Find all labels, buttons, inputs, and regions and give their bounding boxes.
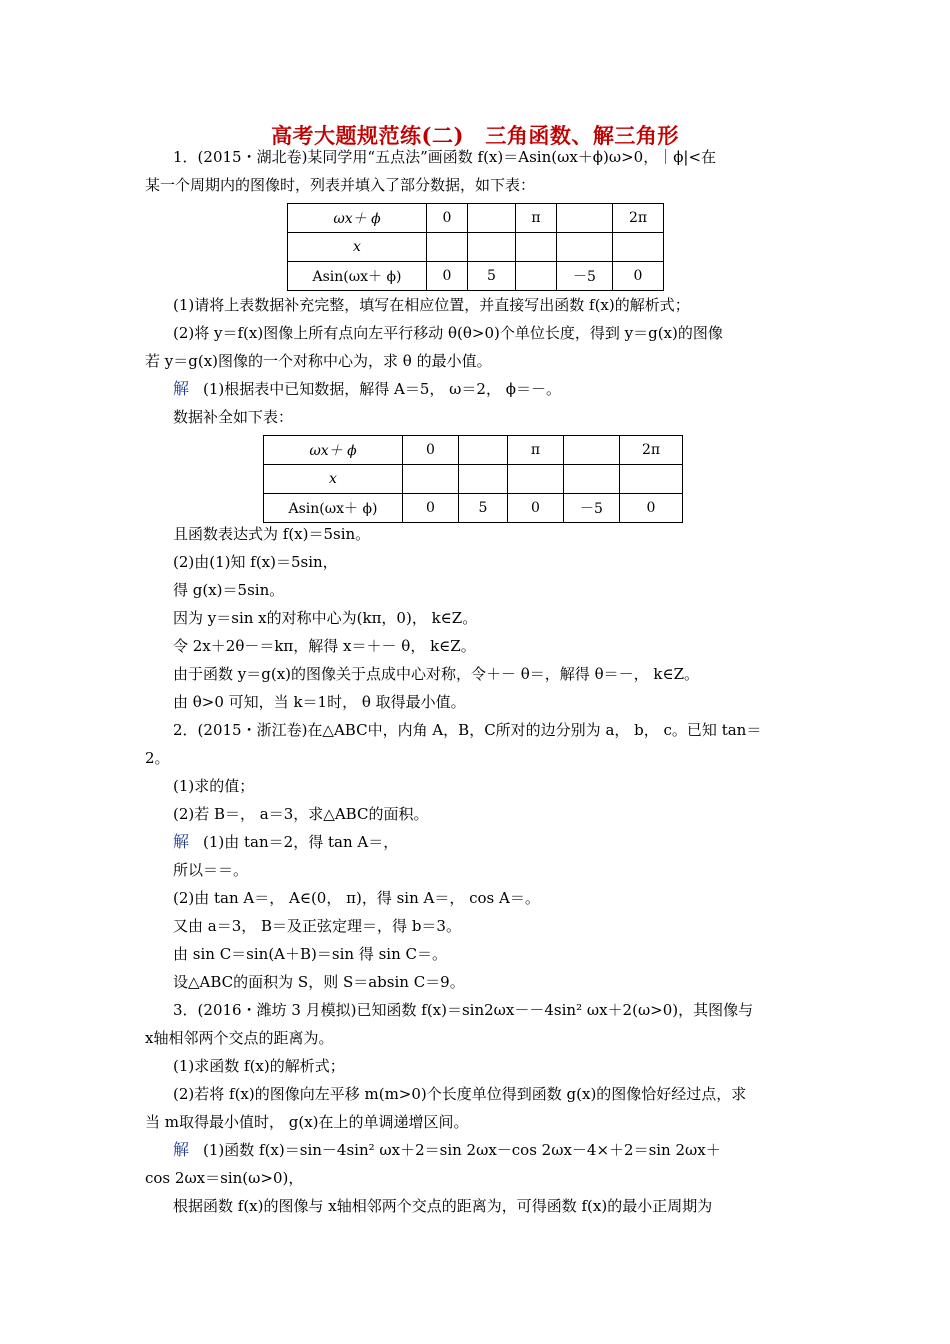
q2-solution-line: 由 sin C＝sin(A＋B)＝sin 得 sin C＝。 [173, 945, 447, 963]
table-cell [564, 436, 620, 465]
q1-solution-line: 由 θ>0 可知，当 k＝1时， θ 取得最小值。 [173, 693, 466, 711]
q3-stem-line2: x轴相邻两个交点的距离为。 [145, 1029, 334, 1047]
table-cell: 2π [613, 204, 664, 233]
q3-part2-line1: (2)若将 f(x)的图像向左平移 m(m>0)个长度单位得到函数 g(x)的图像恰好经过点，求 [173, 1085, 747, 1103]
q2-solution-line: 又由 a＝3， B＝及正弦定理＝，得 b＝3。 [173, 917, 461, 935]
q2-solution-line: 所以＝＝。 [173, 861, 249, 879]
table-cell: Asin(ωx＋ ϕ) [288, 262, 427, 291]
table-cell: 0 [427, 204, 468, 233]
table-cell [468, 204, 516, 233]
q1-stem-line2: 某一个周期内的图像时，列表并填入了部分数据，如下表： [145, 176, 536, 194]
q1-solution-line: 由于函数 y＝g(x)的图像关于点成中心对称，令＋－ θ＝，解得 θ＝－， k∈Z。 [173, 665, 699, 683]
q3-solution-line: 根据函数 f(x)的图像与 x轴相邻两个交点的距离为，可得函数 f(x)的最小正周期为 [173, 1197, 713, 1215]
table-cell: ωx＋ ϕ [264, 436, 403, 465]
solution-label: 解 [173, 832, 190, 851]
table-cell: 5 [459, 494, 508, 523]
table-cell [613, 233, 664, 262]
table-cell: －5 [557, 262, 613, 291]
table-cell: π [508, 436, 564, 465]
q1-part1: (1)请将上表数据补充完整，填写在相应位置，并直接写出函数 f(x)的解析式； [173, 296, 690, 314]
solution-text: (1)根据表中已知数据，解得 A＝5， ω＝2， ϕ＝－。 [203, 380, 561, 398]
table-cell: －5 [564, 494, 620, 523]
table-cell [459, 465, 508, 494]
table-cell: 5 [468, 262, 516, 291]
q1-solution-line: (2)由(1)知 f(x)＝5sin， [173, 553, 338, 571]
table-cell [564, 465, 620, 494]
q2-solution-line: 设△ABC的面积为 S，则 S＝absin C＝9。 [173, 973, 465, 991]
solution-label: 解 [173, 379, 190, 398]
q1-part2-line1: (2)将 y＝f(x)图像上所有点向左平行移动 θ(θ>0)个单位长度，得到 y＝g(x)的图像 [173, 324, 723, 342]
table-cell: 0 [613, 262, 664, 291]
table-cell: x [264, 465, 403, 494]
table-cell [516, 233, 557, 262]
table-cell [620, 465, 683, 494]
table-cell: x [288, 233, 427, 262]
q2-stem-line1: 2．(2015・浙江卷)在△ABC中，内角 A，B，C所对的边分别为 a， b， c。已知 tan＝ [173, 721, 762, 739]
table-cell: 0 [508, 494, 564, 523]
table-cell: ωx＋ ϕ [288, 204, 427, 233]
table-cell [403, 465, 459, 494]
table-cell: 2π [620, 436, 683, 465]
table-cell [516, 262, 557, 291]
table-cell: π [516, 204, 557, 233]
table-cell: 0 [403, 494, 459, 523]
table-cell: Asin(ωx＋ ϕ) [264, 494, 403, 523]
q3-stem-line1: 3．(2016・潍坊 3 月模拟)已知函数 f(x)＝sin2ωx－－4sin² ωx＋2(ω>0)，其图像与 [173, 1001, 754, 1019]
q3-solution-line [173, 1140, 838, 1160]
q3-part1: (1)求函数 f(x)的解析式； [173, 1057, 345, 1075]
table-cell [427, 233, 468, 262]
q3-solution-line: cos 2ωx＝sin(ω>0)， [145, 1169, 304, 1187]
table-cell: 0 [620, 494, 683, 523]
q1-part2-line2: 若 y＝g(x)图像的一个对称中心为，求 θ 的最小值。 [145, 352, 492, 370]
table-cell: 0 [403, 436, 459, 465]
q1-solution-line: 令 2x＋2θ－＝kπ，解得 x＝＋－ θ， k∈Z。 [173, 637, 476, 655]
solution-label: 解 [173, 1140, 190, 1159]
table-cell [557, 204, 613, 233]
q2-stem-line2: 2。 [145, 749, 170, 767]
q1-solution-line: 因为 y＝sin x的对称中心为(kπ，0)， k∈Z。 [173, 609, 478, 627]
q1-solution-line: 得 g(x)＝5sin。 [173, 581, 285, 599]
q1-completed-table [263, 435, 683, 523]
q1-table [287, 203, 664, 291]
q1-stem-line1: 1．(2015・湖北卷)某同学用“五点法”画函数 f(x)＝Asin(ωx＋ϕ)ω>0，｜ϕ|<在 [173, 148, 717, 166]
table-cell [459, 436, 508, 465]
q2-solution-line: (2)由 tan A＝， A∈(0， π)，得 sin A＝， cos A＝。 [173, 889, 540, 907]
solution-text: (1)由 tan＝2，得 tan A＝， [203, 833, 399, 851]
table-cell [557, 233, 613, 262]
table-cell: 0 [427, 262, 468, 291]
q2-part2: (2)若 B＝， a＝3，求△ABC的面积。 [173, 805, 429, 823]
q1-solution-line: 且函数表达式为 f(x)＝5sin。 [173, 525, 371, 543]
page-title: 高考大题规范练(二) 三角函数、解三角形 [271, 123, 679, 148]
q2-solution-line [173, 832, 838, 852]
q3-part2-line2: 当 m取得最小值时， g(x)在上的单调递增区间。 [145, 1113, 469, 1131]
q2-part1: (1)求的值； [173, 777, 255, 795]
q1-solution-line [173, 379, 838, 399]
q1-solution-line: 数据补全如下表： [173, 408, 294, 426]
table-cell [508, 465, 564, 494]
table-cell [468, 233, 516, 262]
solution-text: (1)函数 f(x)＝sin－4sin² ωx＋2＝sin 2ωx－cos 2ωx－4×＋2＝sin 2ωx＋ [203, 1141, 721, 1159]
